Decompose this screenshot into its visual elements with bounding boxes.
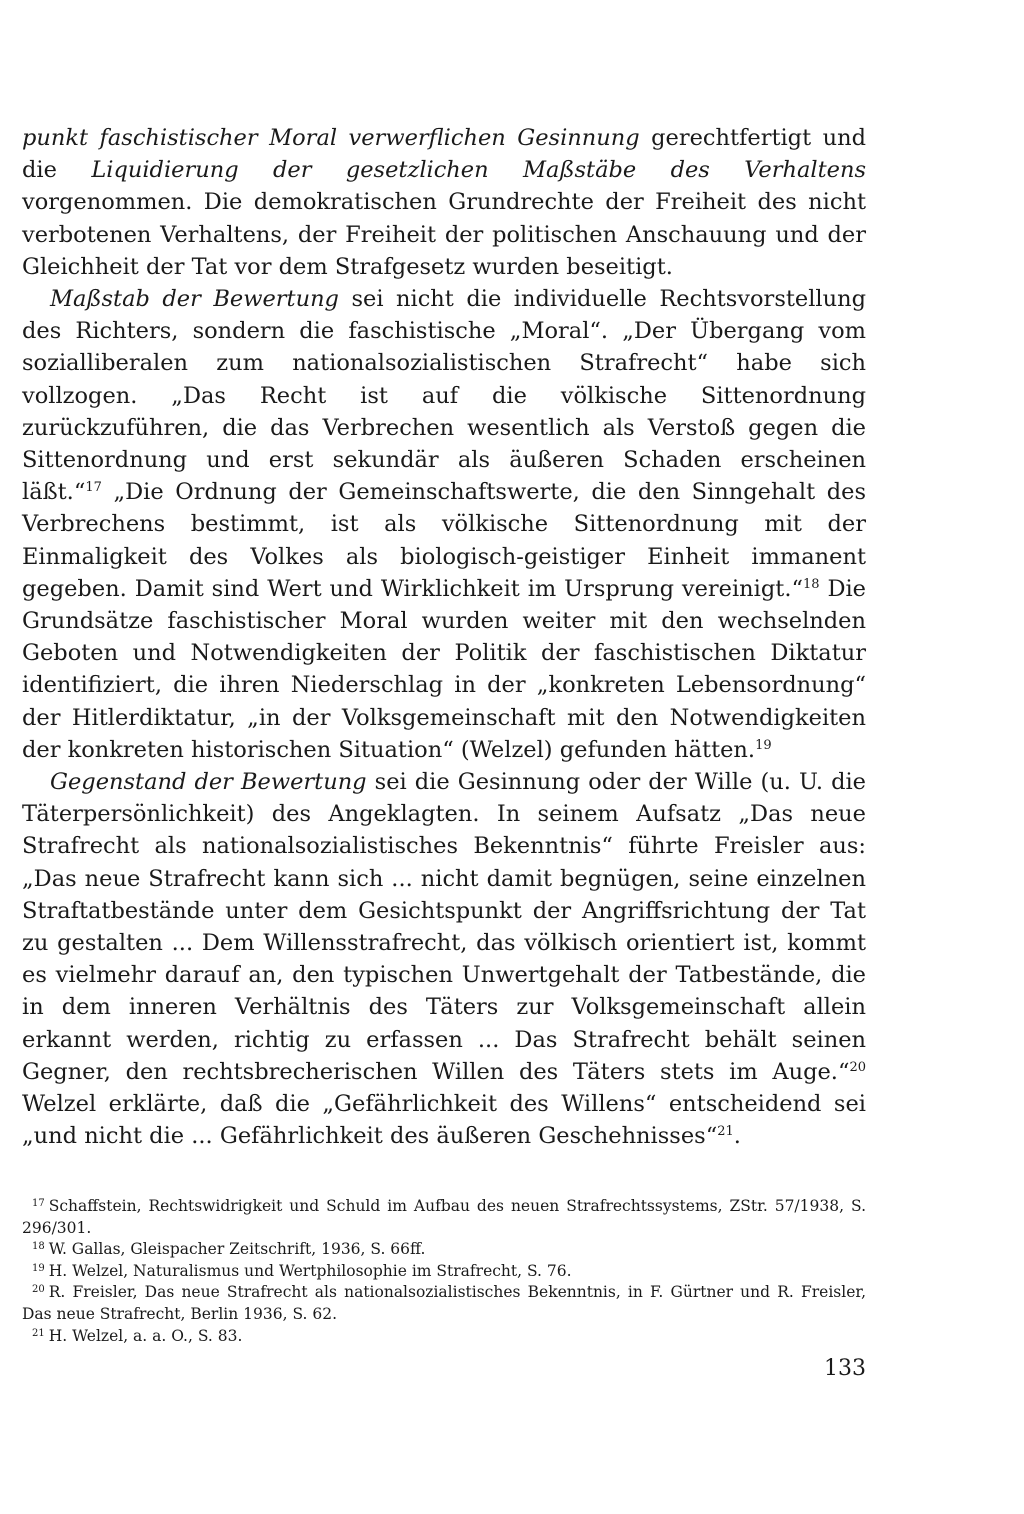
text-run: „Die Ordnung der Gemeinschaftswerte, die den Sinngehalt des Verbrechens bestimmt, ist als völkische Sittenordnung mit der Einmaligkeit des Volkes als biologisch-geistiger Einheit immanent gegeben. Damit sind Wert und Wirklichkeit im Ursprung vereinigt.“: [22, 479, 866, 602]
footnote-text: H. Welzel, a. a. O., S. 83.: [48, 1326, 243, 1345]
paragraph-3: [22, 766, 866, 1152]
text-run: sei nicht die individuelle Rechtsvorstellung des Richters, sondern die faschistische „Moral“. „Der Übergang vom sozialliberalen zum nationalsozialistischen Strafrecht“ habe sich vollzogen. „Das Recht ist auf die völkische Sittenordnung zurückzuführen, die das Verbrechen wesentlich als Verstoß gegen die Sittenordnung und erst sekundär als äußeren Schaden erscheinen läßt.“: [22, 286, 866, 506]
footnote-17: [22, 1196, 866, 1239]
footnote-ref: 19: [755, 737, 772, 753]
footnote-19: [22, 1261, 866, 1283]
page-number: 133: [824, 1356, 866, 1381]
text-run: vorgenommen. Die demokratischen Grundrechte der Freiheit des nicht verbotenen Verhaltens, der Freiheit der politischen Anschauung und der Gleichheit der Tat vor dem Strafgesetz wurden beseitigt.: [22, 189, 866, 280]
text-run: gerechtfertigt und die: [22, 125, 866, 184]
footnote-ref: 17: [85, 480, 102, 496]
footnotes: [22, 1196, 866, 1347]
footnote-number: 20: [32, 1284, 45, 1296]
footnote-number: 21: [32, 1327, 45, 1339]
text-run: .: [733, 1123, 741, 1150]
footnote-number: 18: [32, 1241, 45, 1253]
text-run: Die Grundsätze faschistischer Moral wurden weiter mit den wechselnden Geboten und Notwendigkeiten der Politik der faschistischen Diktatur identifiziert, die ihren Niederschlag in der „konkreten Lebensordnung“ der Hitlerdiktatur, „in der Volksgemeinschaft mit den Notwendigkeiten der konkreten historischen Situation“ (Welzel) gefunden hätten.: [22, 575, 866, 763]
footnote-text: Schaffstein, Rechtswidrigkeit und Schuld im Aufbau des neuen Strafrechtssystems, ZStr. 57/1938, S. 296/301.: [22, 1197, 866, 1237]
footnote-text: R. Freisler, Das neue Strafrecht als nationalsozialistisches Bekenntnis, in F. Gürtner und R. Freisler, Das neue Strafrecht, Berlin 1936, S. 62.: [22, 1283, 866, 1323]
footnote-18: [22, 1239, 866, 1261]
italic-phrase: punkt faschistischer Moral verwerflichen Gesinnung: [22, 125, 640, 151]
footnote-ref: 18: [802, 576, 820, 592]
footnote-ref: 20: [849, 1059, 866, 1075]
footnote-20: [22, 1282, 866, 1325]
body-text: [22, 122, 866, 1153]
paragraph-1: [22, 122, 866, 283]
text-run: sei die Gesinnung oder der Wille (u. U. die Täterpersönlichkeit) des Angeklagten. In seinem Aufsatz „Das neue Strafrecht als nationalsozialistisches Bekenntnis“ führte Freisler aus: „Das neue Strafrecht kann sich ... nicht damit begnügen, seine einzelnen Straftatbestände unter dem Gesichtspunkt der Angriffsrichtung der Tat zu gestalten ... Dem Willensstrafrecht, das völkisch orientiert ist, kommt es vielmehr darauf an, den typischen Unwertgehalt der Tatbestände, die in dem inneren Verhältnis des Täters zur Volksgemeinschaft allein erkannt werden, richtig zu erfassen ... Das Strafrecht behält seinen Gegner, den rechtsbrecherischen Willen des Täters stets im Auge.“: [22, 769, 866, 1085]
text-run: Welzel erklärte, daß die „Gefährlichkeit des Willens“ entscheidend sei „und nicht die ... Gefährlichkeit des äußeren Geschehnisses“: [22, 1091, 866, 1150]
footnote-ref: 21: [717, 1124, 734, 1140]
paragraph-2: [22, 283, 866, 766]
italic-phrase: Maßstab der Bewertung: [50, 286, 339, 313]
italic-phrase: Gegenstand der Bewertung: [50, 769, 367, 796]
footnote-text: H. Welzel, Naturalismus und Wertphilosophie im Strafrecht, S. 76.: [48, 1261, 572, 1280]
footnote-text: W. Gallas, Gleispacher Zeitschrift, 1936, S. 66ff.: [48, 1240, 426, 1259]
italic-phrase: Liquidierung der gesetzlichen Maßstäbe des Verhaltens: [91, 157, 866, 184]
footnote-number: 17: [32, 1198, 45, 1209]
footnote-number: 19: [32, 1262, 45, 1274]
footnote-21: [22, 1326, 866, 1348]
